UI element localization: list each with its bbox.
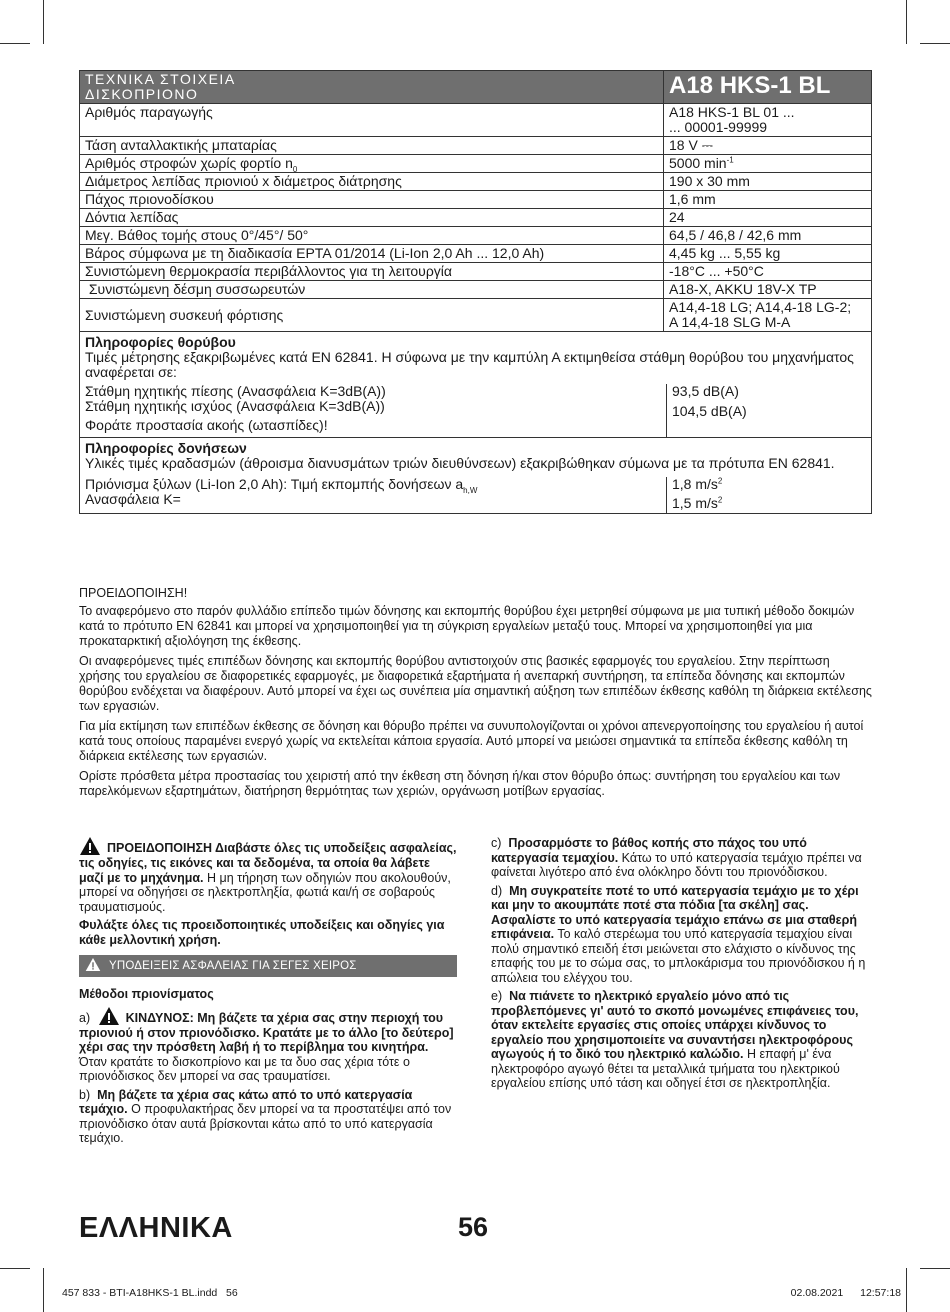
table-row xyxy=(80,137,872,155)
item-bold: Προσαρμόστε το βάθος κοπής στο πάχος του υπό κατεργασία τεμαχίου. xyxy=(491,836,807,865)
crop-mark xyxy=(0,43,30,44)
item-prefix: a) xyxy=(79,1010,91,1025)
crop-mark xyxy=(906,1268,907,1312)
row-label: Μεγ. Βάθος τομής στους 0°/45°/ 50° xyxy=(80,227,664,245)
uncertainty-label: Ανασφάλεια K= xyxy=(85,491,181,507)
item-text: Κάτω το υπό κατεργασία τεμάχιο πρέπει να φαίνεται λιγότερο από ένα ολόκληρο δόντι του πριονόδισκου. xyxy=(491,850,862,879)
item-prefix: d) xyxy=(491,883,503,898)
vibration-title: Πληροφορίες δονήσεων xyxy=(85,440,247,456)
row-label-subscript: 0 xyxy=(292,164,298,174)
row-label: Αριθμός παραγωγής xyxy=(80,104,664,137)
item-text: Ο προφυλακτήρας δεν μπορεί να τα προστατέψει από τον πριονόδισκο όταν αυτά βρίσκονται κάτω από το υπό κατεργασία τεμάχιο. xyxy=(79,1102,452,1145)
uncertainty-value xyxy=(672,496,871,513)
crop-mark xyxy=(906,0,907,44)
table-row xyxy=(80,191,872,209)
item-bold: Μη βάζετε τα χέρια σας κάτω από το υπό κατεργασία τεμάχιο. xyxy=(79,1087,413,1116)
print-time: 12:57:18 xyxy=(860,1287,901,1299)
row-value: A18 HKS-1 BL 01 ... ... 00001-99999 xyxy=(664,104,872,137)
general-warning-bold: ΠΡΟΕΙΔΟΠΟΙΗΣΗ Διαβάστε όλες τις υποδείξεις ασφαλείας, τις οδηγίες, τις εικόνες και τα δεδομένα, τα οποία θα λάβετε μαζί με το μηχάνημα. xyxy=(79,841,457,885)
noise-section xyxy=(80,332,872,438)
table-row xyxy=(80,227,872,245)
vibration-emission-value-sup: 2 xyxy=(717,476,723,486)
keep-instructions: Φυλάξτε όλες τις προειδοποιητικές υποδείξεις και οδηγίες για κάθε μελλοντική χρήση. xyxy=(79,918,445,947)
item-text: Το καλό στερέωμα του υπό κατεργασία τεμαχίου είναι πολύ σημαντικό επειδή έτσι μειώνεται στο ελάχιστο ο κίνδυνος της επαφής του με το σώμα σας, το μπλοκάρισμα του πριονόδισκου ή η απώλεια του ελέγχου του. xyxy=(491,927,866,985)
row-value: 24 xyxy=(664,209,872,227)
language-label: ΕΛΛΗΝΙΚΑ xyxy=(79,1212,233,1244)
section-bar-label: ΥΠΟΔΕΙΞΕΙΣ ΑΣΦΑΛΕΙΑΣ ΓΙΑ ΣΕΓΕΣ ΧΕΙΡΟΣ xyxy=(109,960,357,972)
sound-pressure-value: 93,5 dB(A) xyxy=(672,383,739,399)
file-info: 457 833 - BTI-A18HKS-1 BL.indd 56 xyxy=(62,1287,238,1299)
row-value: 190 x 30 mm xyxy=(664,173,872,191)
row-value: 4,45 kg ... 5,55 kg xyxy=(664,245,872,263)
row-value: -18°C ... +50°C xyxy=(664,263,872,281)
row-label: Δόντια λεπίδας xyxy=(80,209,664,227)
row-label: Συνιστώμενη δέσμη συσσωρευτών xyxy=(80,281,664,299)
row-label: Συνιστώμενη θερμοκρασία περιβάλλοντος για τη λειτουργία xyxy=(80,263,664,281)
crop-mark xyxy=(920,1268,950,1269)
table-row xyxy=(80,173,872,191)
row-value-main: 5000 min xyxy=(669,155,727,171)
table-row xyxy=(80,155,872,173)
section-bar xyxy=(79,955,457,977)
table-row xyxy=(80,263,872,281)
vibration-info xyxy=(80,438,872,514)
row-label: Τάση ανταλλακτικής μπαταρίας xyxy=(80,137,664,155)
table-row xyxy=(80,299,872,332)
crop-mark xyxy=(920,43,950,44)
warning-heading: ΠΡΟΕΙΔΟΠΟΙΗΣΗ! xyxy=(79,586,188,600)
item-text: Όταν κρατάτε το δισκοπρίονο και με τα δυο σας χέρια τότε ο πριονόδισκος δεν μπορεί να σας τραυματίσει. xyxy=(79,1054,410,1083)
item-bold: Μη συγκρατείτε ποτέ το υπό κατεργασία τεμάχιο με το χέρι και μην το ακουμπάτε ποτέ στα πόδια [τα σκέλη] σας. Ασφαλίστε το υπό κατεργασία τεμάχιο επάνω σε μια σταθερή επιφάνεια. xyxy=(491,883,859,941)
table-row xyxy=(80,281,872,299)
hearing-protection-note: Φοράτε προστασία ακοής (ωτασπίδες)! xyxy=(85,417,328,433)
vibration-section xyxy=(80,438,872,514)
instruction-item xyxy=(79,1006,457,1084)
vibration-emission-label xyxy=(85,476,662,495)
sound-pressure-label: Στάθμη ηχητικής πίεσης (Ανασφάλεια K=3dB(A)) xyxy=(85,383,386,399)
vibration-emission-label-main: Πριόνισμα ξύλων (Li-Ion 2,0 Ah): Τιμή εκπομπής δονήσεων a xyxy=(85,476,464,492)
row-label: Πάχος πριονοδίσκου xyxy=(80,191,664,209)
table-row xyxy=(80,104,872,137)
row-value: 1,6 mm xyxy=(664,191,872,209)
print-timestamp xyxy=(791,1287,901,1299)
table-row xyxy=(80,245,872,263)
item-prefix: e) xyxy=(491,989,503,1003)
table-title: ΤΕΧΝΙΚΑ ΣΤΟΙΧΕΙΑ ΔΙΣΚΟΠΡΙΟΝΟ xyxy=(80,71,664,104)
noise-intro: Τιμές μέτρησης εξακριβωμένες κατά EN 62841. Η σύφωνα με την καμπύλη Α εκτιμηθείσα στάθμη θορύβου του μηχανήματος αναφέρεται σε: xyxy=(85,349,854,380)
vibration-emission-subscript: h,W xyxy=(463,485,478,495)
row-label xyxy=(80,155,664,173)
noise-title: Πληροφορίες θορύβου xyxy=(85,334,236,350)
crop-mark xyxy=(0,1268,30,1269)
warning-triangle-icon xyxy=(98,1006,120,1026)
row-value xyxy=(664,155,872,173)
crop-mark xyxy=(43,0,44,44)
print-date: 02.08.2021 xyxy=(790,1287,844,1299)
item-prefix: b) xyxy=(79,1087,91,1102)
instruction-item xyxy=(491,884,871,986)
crop-mark xyxy=(43,1268,44,1312)
right-column xyxy=(491,836,871,1095)
warning-triangle-icon xyxy=(79,836,101,856)
sound-power-value: 104,5 dB(A) xyxy=(672,403,747,419)
uncertainty-value-sup: 2 xyxy=(717,495,723,505)
warning-paragraph: Για μία εκτίμηση των επιπέδων έκθεσης σε δόνηση και θόρυβο πρέπει να συνυπολογίζονται οι χρόνοι απενεργοποίησης του εργαλείου ή αυτοί κατά τους οποίους παραμένει ενεργό χωρίς να εκτελείται κάποια εργασία. Αυτό μπορεί να μειώσει σημαντικά τα επίπεδα έκθεσης καθόλη τη διάρκεια εκτέλεσης των εργασιών. xyxy=(79,719,864,763)
technical-data-table xyxy=(79,70,872,514)
instruction-item xyxy=(491,836,871,880)
row-value: 64,5 / 46,8 / 42,6 mm xyxy=(664,227,872,245)
item-prefix: c) xyxy=(491,836,502,850)
vibration-intro: Υλικές τιμές κραδασμών (άθροισμα διανυσμάτων τριών διευθύνσεων) εξακριβώθηκαν σύμωνα με τα πρότυπα EN 62841. xyxy=(85,455,835,471)
row-label: Βάρος σύμφωνα με τη διαδικασία EPTA 01/2014 (Li-Ion 2,0 Ah ... 12,0 Ah) xyxy=(80,245,664,263)
uncertainty-value-main: 1,5 m/s xyxy=(672,495,718,511)
item-text: Η επαφή μ' ένα ηλεκτροφόρο αγωγό θέτει τα μεταλλικά τμήματα του ηλεκτρικού εργαλείου επίσης υπό τάση και οδηγεί έτσι σε ηλεκτροπληξία. xyxy=(491,1047,840,1090)
sound-power-label: Στάθμη ηχητικής ισχύος (Ανασφάλεια K=3dB(A)) xyxy=(85,398,385,414)
item-bold: ΚΙΝΔΥΝΟΣ: Μη βάζετε τα χέρια σας στην περιοχή του πριονιού ή στον πριονόδισκο. Κρατάτε με το άλλο [το δεύτερο] χέρι σας την πρόσθετη λαβή ή το περίβλημα του κινητήρα. xyxy=(79,1010,454,1054)
row-value: A18-X, AKKU 18V-X TP xyxy=(664,281,872,299)
item-bold: Να πιάνετε το ηλεκτρικό εργαλείο μόνο από τις προβλεπόμενες γι' αυτό το σκοπό μονωμένες επιφάνειες του, όταν εκτελείτε εργασίες στις οποίες υπάρχει κίνδυνος το εργαλείο που χρησιμοποιείτε να συναντήσει ηλεκτροφόρους αγωγούς ή το δικό του ηλεκτρικό καλώδιο. xyxy=(491,989,859,1061)
row-value: 18 V ⎓ xyxy=(664,137,872,155)
row-value: A14,4-18 LG; A14,4-18 LG-2; A 14,4-18 SLG M-A xyxy=(664,299,872,332)
instruction-item xyxy=(79,1088,457,1146)
warning-text-block xyxy=(79,586,872,804)
noise-info xyxy=(80,332,872,438)
warning-paragraph: Ορίστε πρόσθετα μέτρα προστασίας του χειριστή από την έκθεση στη δόνηση ή/και στον θόρυβο όπως: συντήρηση του εργαλείου και των παρελκόμενων εξαρτημάτων, διατήρηση θερμότητας των χεριών, οργάνωση μοτίβων εργασίας. xyxy=(79,769,841,798)
instruction-item xyxy=(491,989,871,1091)
row-label: Διάμετρος λεπίδας πριονιού x διάμετρος διάτρησης xyxy=(80,173,664,191)
row-value-superscript: -1 xyxy=(726,155,734,165)
warning-paragraph: Το αναφερόμενο στο παρόν φυλλάδιο επίπεδο τιμών δόνησης και εκπομπής θορύβου έχει μετρηθεί σύμφωνα με μια τυπική μέθοδο δοκιμών κατά το πρότυπο EN 62841 και μπορεί να χρησιμοποιηθεί για τη σύγκριση εργαλείων μεταξύ τους. Μπορεί να χρησιμοποιηθεί για μια προκαταρκτική αξιολόγηση της έκθεσης. xyxy=(79,604,855,648)
subsection-heading: Μέθοδοι πριονίσματος xyxy=(79,987,214,1001)
vibration-emission-value xyxy=(672,477,871,492)
model-name: A18 HKS-1 BL xyxy=(664,71,872,104)
vibration-emission-value-main: 1,8 m/s xyxy=(672,476,718,492)
table-header xyxy=(80,71,872,104)
general-warning-text: Η μη τήρηση των οδηγιών που ακολουθούν, μπορεί να οδηγήσει σε ηλεκτροπληξία, φωτιά και/ή σε σοβαρούς τραυματισμούς. xyxy=(79,870,451,914)
table-row xyxy=(80,209,872,227)
row-label: Συνιστώμενη συσκευή φόρτισης xyxy=(80,299,664,332)
general-warning xyxy=(79,836,457,914)
row-label-main: Αριθμός στροφών χωρίς φορτίο n xyxy=(85,155,293,171)
warning-paragraph: Οι αναφερόμενες τιμές επιπέδων δόνησης και εκπομπής θορύβου αντιστοιχούν στις βασικές εφαρμογές του εργαλείου. Στην περίπτωση χρήσης του εργαλείου σε διαφορετικές εφαρμογές, με διαφορετικά εξαρτήματα ή ανεπαρκή συντήρηση, τα επίπεδα δόνησης και εκπομπών θορύβου ενδέχεται να διαφέρουν. Αυτό μπορεί να έχει ως συνέπεια μία σημαντική αύξηση των επιπέδων έκθεσης καθόλη τη διάρκεια εκτέλεσης των εργασιών. xyxy=(79,654,872,713)
page-number: 56 xyxy=(458,1212,489,1242)
left-column xyxy=(79,836,457,1150)
warning-triangle-icon xyxy=(85,957,101,972)
